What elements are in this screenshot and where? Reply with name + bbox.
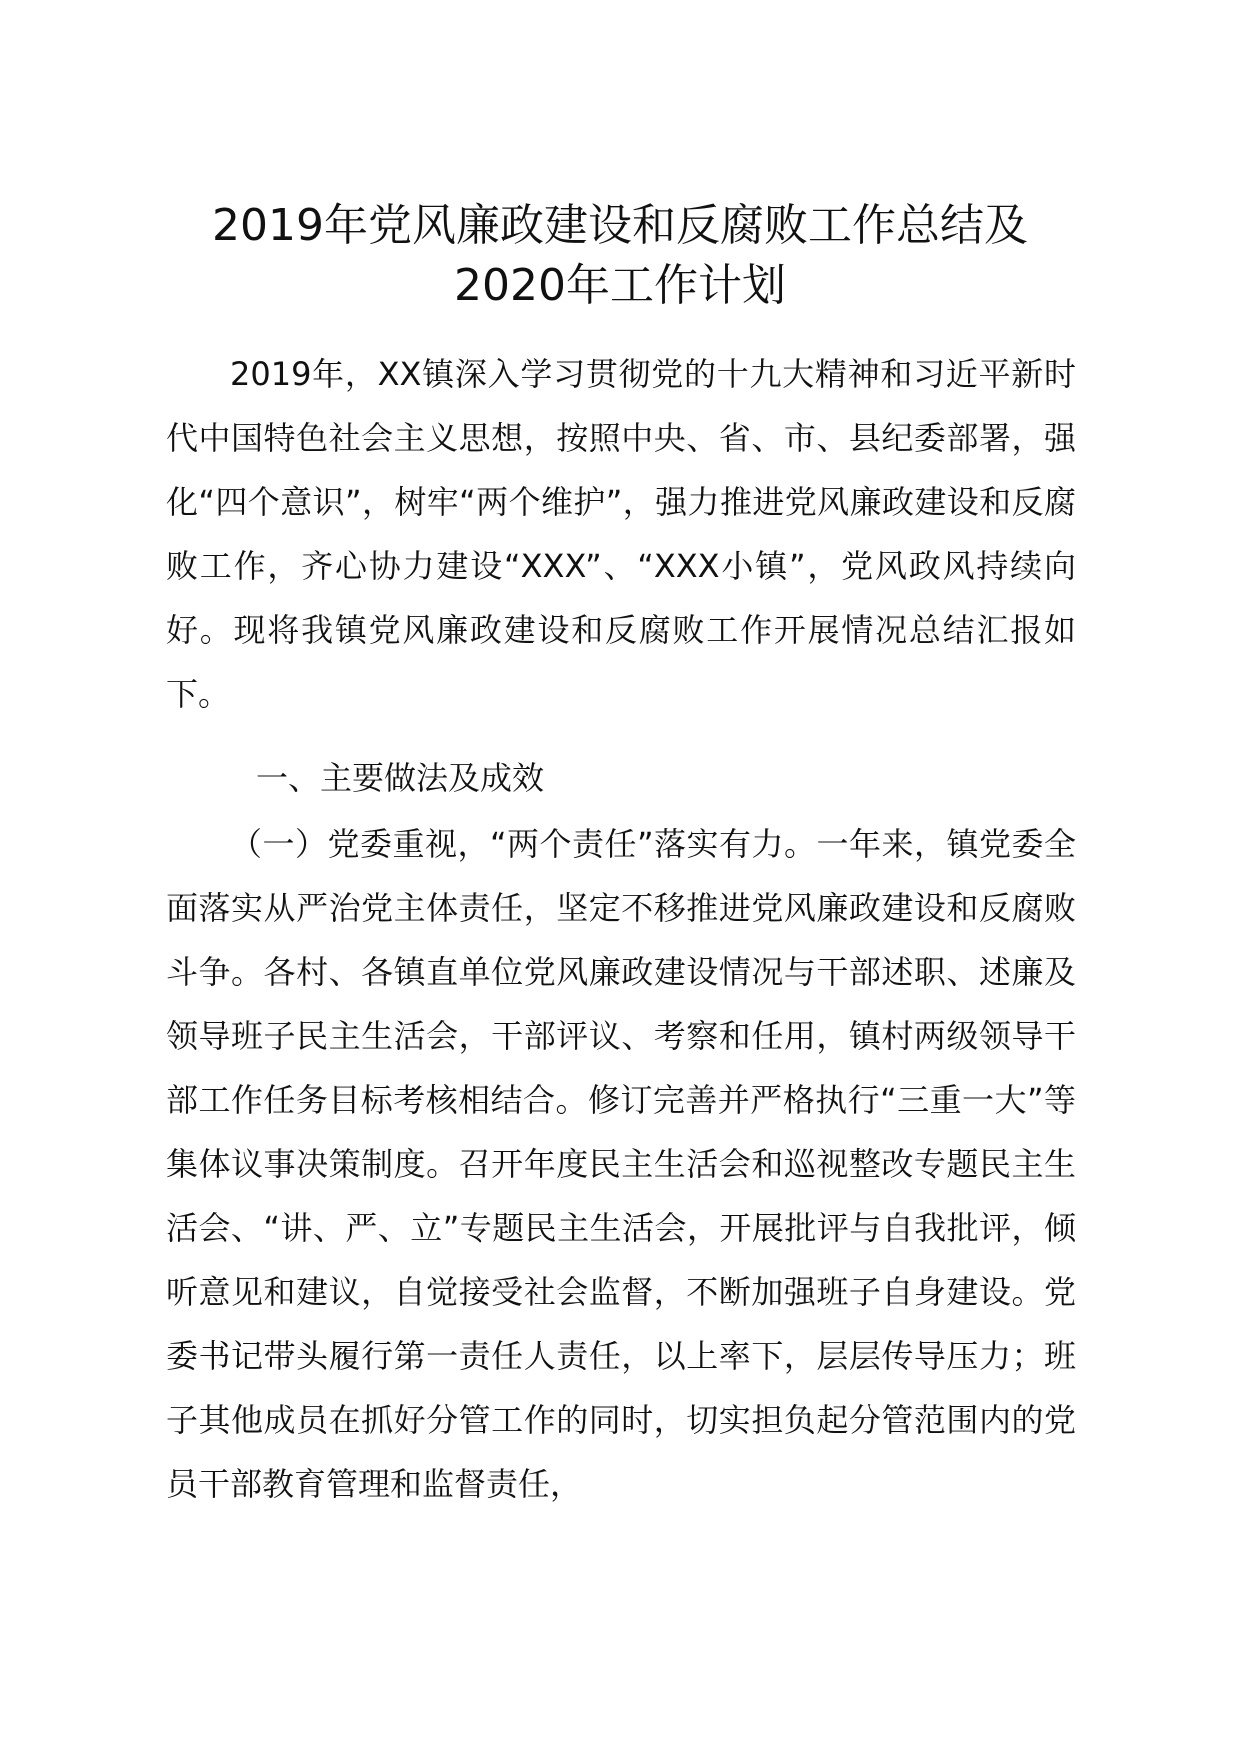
section-1-paragraph-1: （一）党委重视，“两个责任”落实有力。一年来，镇党委全面落实从严治党主体责任，坚定不移推进党风廉政建设和反腐败斗争。各村、各镇直单位党风廉政建设情况与干部述职、述廉及领导班子民主生活会，干部评议、考察和任用，镇村两级领导干部工作任务目标考核相结合。修订完善并严格执行“三重一大”等集体议事决策制度。召开年度民主生活会和巡视整改专题民主生活会、“讲、严、立”专题民主生活会，开展批评与自我批评，倾听意见和建议，自觉接受社会监督，不断加强班子自身建设。党委书记带头履行第一责任人责任，以上率下，层层传导压力；班子其他成员在抓好分管工作的同时，切实担负起分管范围内的党员干部教育管理和监督责任，: [166, 825, 1076, 1503]
section-heading-1: 一、主要做法及成效: [256, 759, 545, 797]
document-title: [160, 196, 1080, 316]
title-line-2: 2020年工作计划: [454, 260, 786, 311]
title-line-1: 2019年党风廉政建设和反腐败工作总结及: [212, 200, 1028, 251]
intro-paragraph: 2019年，XX镇深入学习贯彻党的十九大精神和习近平新时代中国特色社会主义思想，按照中央、省、市、县纪委部署，强化“四个意识”，树牢“两个维护”，强力推进党风廉政建设和反腐败工作，齐心协力建设“XXX”、“XXX小镇”，党风政风持续向好。现将我镇党风廉政建设和反腐败工作开展情况总结汇报如下。: [166, 355, 1076, 713]
